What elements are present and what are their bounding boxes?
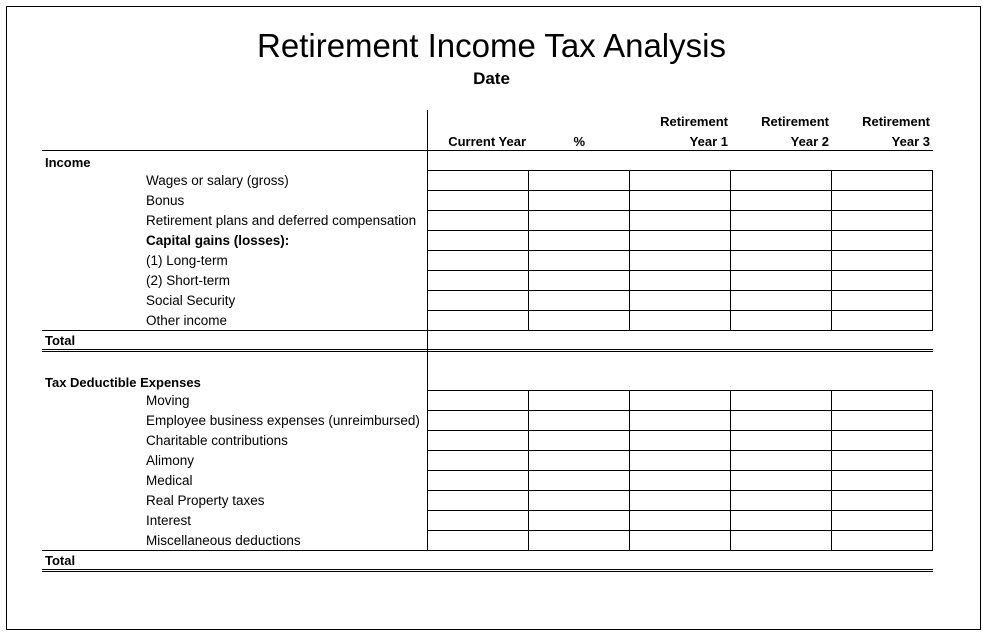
row-label: (1) Long-term: [146, 253, 228, 268]
entry-cell[interactable]: [831, 490, 933, 511]
entry-cell[interactable]: [730, 530, 832, 551]
entry-cell[interactable]: [831, 470, 933, 491]
entry-cell[interactable]: [528, 490, 630, 511]
income-heading: Income: [45, 155, 91, 170]
entry-cell[interactable]: [730, 210, 832, 231]
column-header-line: Year 1: [689, 134, 728, 149]
entry-cell[interactable]: [730, 170, 832, 191]
header-rule: [42, 150, 933, 151]
entry-cell[interactable]: [427, 510, 529, 531]
entry-cell[interactable]: [629, 190, 731, 211]
entry-cell[interactable]: [629, 390, 731, 411]
entry-cell[interactable]: [427, 270, 529, 291]
entry-cell[interactable]: [831, 250, 933, 271]
entry-cell[interactable]: [528, 390, 630, 411]
entry-cell[interactable]: [629, 430, 731, 451]
entry-cell[interactable]: [629, 310, 731, 331]
entry-cell[interactable]: [427, 450, 529, 471]
entry-cell[interactable]: [427, 290, 529, 311]
column-header-line: Retirement: [761, 114, 829, 129]
entry-cell[interactable]: [730, 250, 832, 271]
entry-cell[interactable]: [629, 170, 731, 191]
entry-cell[interactable]: [427, 430, 529, 451]
income-total-double-rule: [42, 349, 933, 352]
entry-cell[interactable]: [831, 450, 933, 471]
entry-cell[interactable]: [427, 490, 529, 511]
entry-cell[interactable]: [831, 210, 933, 231]
entry-cell[interactable]: [629, 270, 731, 291]
expenses-heading: Tax Deductible Expenses: [45, 375, 201, 390]
entry-cell[interactable]: [730, 270, 832, 291]
entry-cell[interactable]: [730, 510, 832, 531]
entry-cell[interactable]: [730, 410, 832, 431]
document-title: Retirement Income Tax Analysis: [257, 27, 726, 64]
column-header-percent: [530, 132, 585, 152]
entry-cell[interactable]: [427, 210, 529, 231]
entry-cell[interactable]: [629, 530, 731, 551]
row-label: Capital gains (losses):: [146, 233, 290, 248]
expenses-total-label: Total: [45, 553, 76, 568]
entry-cell[interactable]: [528, 190, 630, 211]
entry-cell[interactable]: [427, 390, 529, 411]
entry-cell[interactable]: [831, 190, 933, 211]
entry-cell[interactable]: [528, 230, 630, 251]
entry-cell[interactable]: [629, 210, 731, 231]
row-label: Employee business expenses (unreimbursed): [146, 413, 420, 428]
entry-cell[interactable]: [528, 450, 630, 471]
entry-cell[interactable]: [629, 230, 731, 251]
entry-cell[interactable]: [427, 470, 529, 491]
expenses-total-double-rule: [42, 569, 933, 572]
entry-cell[interactable]: [528, 170, 630, 191]
entry-cell[interactable]: [730, 450, 832, 471]
row-label: Moving: [146, 393, 190, 408]
column-header-current-year: [430, 132, 526, 152]
entry-cell[interactable]: [831, 430, 933, 451]
row-label: Interest: [146, 513, 192, 528]
row-label: Miscellaneous deductions: [146, 533, 301, 548]
entry-cell[interactable]: [427, 230, 529, 251]
column-header-line: Year 2: [790, 134, 829, 149]
column-header-year-2: [731, 112, 829, 152]
row-label: Real Property taxes: [146, 493, 265, 508]
entry-cell[interactable]: [730, 470, 832, 491]
entry-cell[interactable]: [528, 470, 630, 491]
column-header-line: Current Year: [448, 134, 526, 149]
entry-cell[interactable]: [528, 430, 630, 451]
entry-cell[interactable]: [427, 530, 529, 551]
entry-cell[interactable]: [831, 510, 933, 531]
entry-cell[interactable]: [427, 250, 529, 271]
entry-cell[interactable]: [629, 450, 731, 471]
column-header-line: Retirement: [660, 114, 728, 129]
entry-cell[interactable]: [831, 390, 933, 411]
income-total-label: Total: [45, 333, 76, 348]
entry-cell[interactable]: [427, 310, 529, 331]
column-header-line: Retirement: [862, 114, 930, 129]
entry-cell[interactable]: [831, 290, 933, 311]
entry-cell[interactable]: [831, 230, 933, 251]
entry-cell[interactable]: [730, 310, 832, 331]
entry-cell[interactable]: [528, 290, 630, 311]
column-header-year-1: [630, 112, 728, 152]
entry-cell[interactable]: [629, 470, 731, 491]
entry-cell[interactable]: [427, 170, 529, 191]
income-total-rule: [42, 330, 427, 331]
entry-cell[interactable]: [629, 510, 731, 531]
row-label: Alimony: [146, 453, 195, 468]
entry-cell[interactable]: [528, 530, 630, 551]
row-label: Retirement plans and deferred compensation: [146, 213, 417, 228]
entry-cell[interactable]: [730, 490, 832, 511]
entry-cell[interactable]: [831, 410, 933, 431]
entry-cell[interactable]: [528, 310, 630, 331]
entry-cell[interactable]: [629, 490, 731, 511]
entry-cell[interactable]: [528, 210, 630, 231]
entry-cell[interactable]: [427, 410, 529, 431]
row-label: Charitable contributions: [146, 433, 288, 448]
date-label: Date: [473, 69, 510, 88]
entry-cell[interactable]: [629, 290, 731, 311]
entry-cell[interactable]: [629, 250, 731, 271]
entry-cell[interactable]: [831, 530, 933, 551]
column-header-line: %: [573, 134, 585, 149]
entry-cell[interactable]: [629, 410, 731, 431]
row-label: Wages or salary (gross): [146, 173, 289, 188]
column-header-line: Year 3: [891, 134, 930, 149]
entry-cell[interactable]: [730, 230, 832, 251]
entry-cell[interactable]: [528, 270, 630, 291]
row-label: Social Security: [146, 293, 236, 308]
row-label: Bonus: [146, 193, 185, 208]
row-label: (2) Short-term: [146, 273, 231, 288]
entry-cell[interactable]: [730, 390, 832, 411]
row-label: Other income: [146, 313, 228, 328]
entry-cell[interactable]: [730, 430, 832, 451]
entry-cell[interactable]: [528, 410, 630, 431]
entry-cell[interactable]: [427, 190, 529, 211]
column-header-year-3: [832, 112, 930, 152]
entry-cell[interactable]: [528, 510, 630, 531]
entry-cell[interactable]: [831, 310, 933, 331]
entry-cell[interactable]: [831, 270, 933, 291]
entry-cell[interactable]: [831, 170, 933, 191]
entry-cell[interactable]: [730, 190, 832, 211]
entry-cell[interactable]: [528, 250, 630, 271]
row-label: Medical: [146, 473, 193, 488]
entry-cell[interactable]: [730, 290, 832, 311]
